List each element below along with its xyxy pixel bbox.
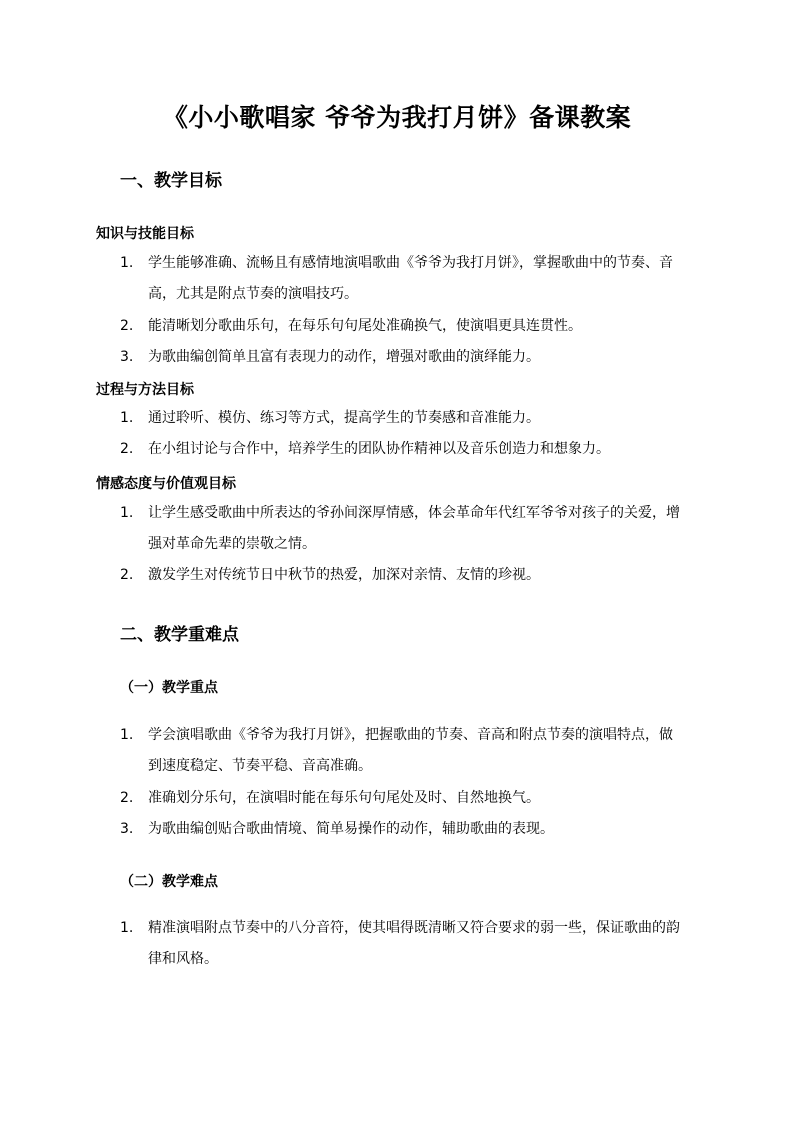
list-number: 3.	[120, 821, 134, 837]
list-number: 2.	[120, 790, 134, 806]
list-text: 通过聆听、模仿、练习等方式，提高学生的节奏感和音准能力。	[148, 410, 540, 426]
list-text: 精准演唱附点节奏中的八分音符，使其唱得既清晰又符合要求的弱一些，保证歌曲的韵律和风格。	[148, 920, 680, 967]
list-text: 准确划分乐句，在演唱时能在每乐句句尾处及时、自然地换气。	[148, 790, 540, 806]
list-item	[120, 498, 680, 560]
list-text: 学会演唱歌曲《爷爷为我打月饼》，把握歌曲的节奏、音高和附点节奏的演唱特点，做到速度稳定、节奏平稳、音高准确。	[148, 727, 673, 774]
list-number: 2.	[120, 441, 134, 457]
list-number: 1.	[120, 255, 134, 271]
list-number: 1.	[120, 727, 134, 743]
group-heading-values: 情感态度与价值观目标	[96, 476, 236, 492]
list-item	[120, 434, 680, 465]
subheading-difficult-points: （二）教学难点	[120, 874, 218, 890]
list-number: 1.	[120, 920, 134, 936]
list-item	[120, 311, 680, 342]
list-item	[120, 403, 680, 434]
list-text: 在小组讨论与合作中，培养学生的团队协作精神以及音乐创造力和想象力。	[148, 441, 610, 457]
list-text: 让学生感受歌曲中所表达的爷孙间深厚情感，体会革命年代红军爷爷对孩子的关爱，增强对革命先辈的崇敬之情。	[148, 505, 680, 552]
list-text: 激发学生对传统节日中秋节的热爱，加深对亲情、友情的珍视。	[148, 567, 540, 583]
list-item	[120, 783, 680, 814]
list-text: 学生能够准确、流畅且有感情地演唱歌曲《爷爷为我打月饼》，掌握歌曲中的节奏、音高，尤其是附点节奏的演唱技巧。	[148, 255, 673, 302]
list-number: 3.	[120, 349, 134, 365]
section-heading-key-points: 二、教学重难点	[120, 625, 239, 645]
group-heading-knowledge: 知识与技能目标	[96, 226, 194, 242]
list-text: 能清晰划分歌曲乐句，在每乐句句尾处准确换气，使演唱更具连贯性。	[148, 318, 582, 334]
list-item	[120, 814, 680, 845]
subheading-key-points: （一）教学重点	[120, 680, 218, 696]
section-heading-objectives: 一、教学目标	[120, 171, 222, 191]
list-item	[120, 720, 680, 782]
list-item	[120, 913, 680, 975]
list-number: 1.	[120, 505, 134, 521]
list-number: 2.	[120, 318, 134, 334]
list-item	[120, 248, 680, 310]
list-text: 为歌曲编创简单且富有表现力的动作，增强对歌曲的演绎能力。	[148, 349, 540, 365]
list-number: 1.	[120, 410, 134, 426]
list-item	[120, 342, 680, 373]
group-heading-process: 过程与方法目标	[96, 382, 194, 398]
list-item	[120, 560, 680, 591]
list-number: 2.	[120, 567, 134, 583]
document-title: 《小小歌唱家 爷爷为我打月饼》备课教案	[162, 103, 632, 132]
list-text: 为歌曲编创贴合歌曲情境、简单易操作的动作，辅助歌曲的表现。	[148, 821, 554, 837]
